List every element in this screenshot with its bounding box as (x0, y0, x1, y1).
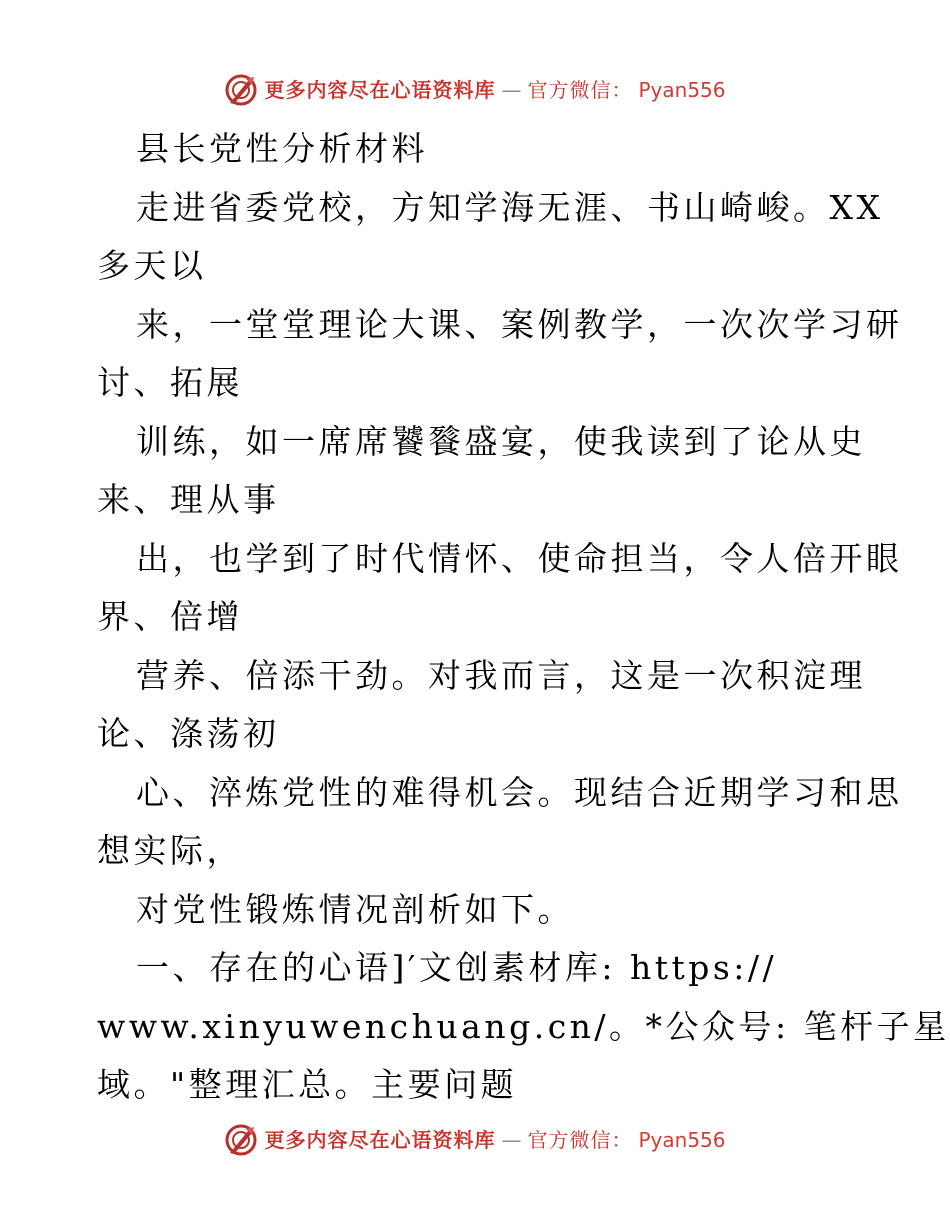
paragraph-line: www.xinyuwenchuang.cn/。*公众号: 笔杆子星 (97, 1006, 950, 1046)
header-banner (0, 70, 950, 110)
paragraph-line: 来、理从事 (97, 480, 280, 519)
banner-dash: — (501, 78, 522, 102)
paragraph-line: 论、涤荡初 (97, 714, 280, 753)
banner-wechat-id: Pyan556 (638, 1128, 726, 1152)
footer-banner-content (224, 1123, 725, 1157)
banner-official-label: 官方微信： (527, 78, 633, 102)
document-body (97, 120, 950, 1115)
paragraph-line: 走进省委党校，方知学海无涯、书山崎峻。XX (136, 187, 884, 227)
paragraph-line: 心、淬炼党性的难得机会。现结合近期学习和思 (136, 772, 903, 812)
banner-dash: — (501, 1128, 522, 1152)
paragraph-line: 界、倍增 (97, 597, 243, 636)
section-heading-line: 一、存在的心语]′文创素材库: https:// (136, 948, 778, 987)
banner-promo-text: 更多内容尽在心语资料库 (264, 1128, 496, 1152)
paragraph-line: 多天以 (97, 246, 207, 285)
paragraph-line: 营养、倍添干劲。对我而言，这是一次积淀理 (136, 655, 866, 695)
header-banner-content (224, 73, 725, 107)
paragraph-line: 讨、拓展 (97, 363, 243, 402)
banner-official-label: 官方微信： (527, 1128, 633, 1152)
banner-promo-text: 更多内容尽在心语资料库 (264, 78, 496, 102)
quill-logo-icon (224, 73, 258, 107)
banner-wechat-id: Pyan556 (638, 78, 726, 102)
quill-logo-icon (224, 1123, 258, 1157)
paragraph-line: 来，一堂堂理论大课、案例教学，一次次学习研 (136, 304, 903, 344)
document-title: 县长党性分析材料 (136, 129, 428, 168)
paragraph-line: 出，也学到了时代情怀、使命担当，令人倍开眼 (136, 538, 903, 578)
paragraph-line: 想实际， (97, 831, 243, 870)
paragraph-line: 域。"整理汇总。主要问题 (97, 1065, 518, 1104)
paragraph-line: 对党性锻炼情况剖析如下。 (136, 889, 574, 929)
paragraph-line: 训练，如一席席饕餮盛宴，使我读到了论从史 (136, 421, 866, 461)
footer-banner (0, 1120, 950, 1160)
